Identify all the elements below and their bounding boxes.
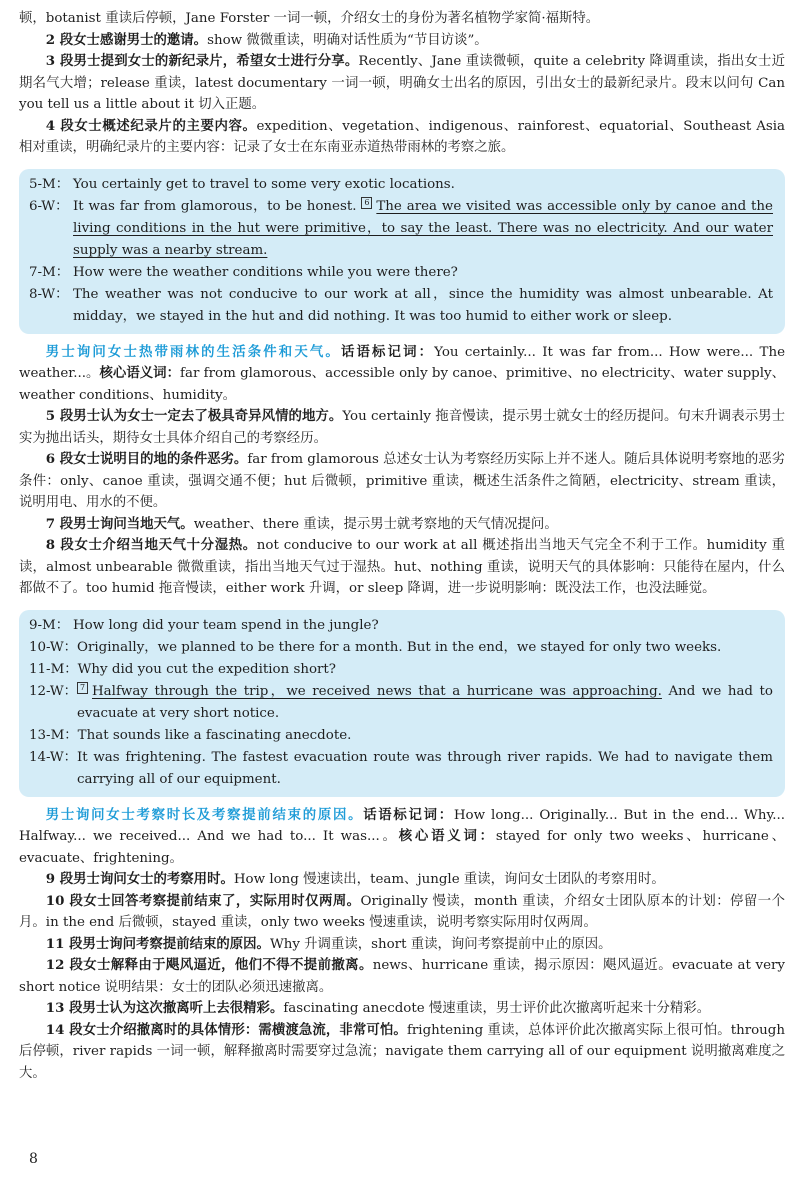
line-text: Why did you cut the expedition short? bbox=[77, 661, 336, 677]
dialogue-text bbox=[73, 262, 773, 284]
dialogue-text bbox=[77, 747, 773, 791]
note-lead: 11 段男士询问考察提前结束的原因。 bbox=[45, 935, 270, 952]
answer-underline: Halfway through the trip，we received news that a hurricane was approaching. bbox=[92, 683, 662, 699]
note-text: Recently、Jane 重读微顿，quite a celebrity 降调重读，指出女士近期名气大增；release 重读，latest documentary 一词一顿，明确女士出名的原因，引出女士的最新纪录片。段末以问句 Can you tell us a little about it 切入正题。 bbox=[19, 54, 785, 112]
note-paragraph bbox=[19, 869, 785, 891]
dialogue-line bbox=[29, 284, 773, 328]
line-text: You certainly get to travel to some very exotic locations. bbox=[73, 176, 455, 192]
note-lead: 3 段男士提到女士的新纪录片，希望女士进行分享。 bbox=[45, 53, 359, 69]
dialogue-line bbox=[29, 681, 773, 725]
note-text: 顿，botanist 重读后停顿，Jane Forster 一词一顿，介绍女士的身份为著名植物学家简·福斯特。 bbox=[19, 11, 600, 26]
line-text: How were the weather conditions while you were there? bbox=[73, 264, 458, 280]
note-paragraph bbox=[19, 535, 785, 600]
dialogue-line bbox=[29, 615, 773, 637]
note-lead: 2 段女士感谢男士的邀请。 bbox=[45, 31, 208, 48]
dialogue-line bbox=[29, 174, 773, 196]
dialogue-text bbox=[78, 659, 773, 681]
note-paragraph bbox=[19, 514, 785, 536]
core-label: 核心语义词： bbox=[99, 365, 181, 381]
note-text: far from glamorous 总述女士认为考察经历实际上并不迷人。随后具体说明考察地的恶劣条件：only、canoe 重读，强调交通不便；hut 后微顿，primitive 重读，概述生活条件之简陋，electricity、stream 重读，说明用电、用水的不便。 bbox=[19, 452, 785, 510]
note-paragraph bbox=[19, 116, 785, 159]
note-text: frightening 重读，总体评价此次撤离实际上很可怕。through 后停顿，river rapids 一词一顿，解释撤离时需要穿过急流；navigate them carrying all of our equipment 说明撤离难度之大。 bbox=[19, 1022, 785, 1081]
note-text: You certainly 拖音慢读，提示男士就女士的经历提问。句末升调表示男士实为抛出话头，期待女士具体介绍自己的考察经历。 bbox=[19, 409, 785, 446]
note-text: not conducive to our work at all 概述指出当地天气完全不利于工作。humidity 重读，almost unbearable 微微重读，指出当地天气过于湿热。hut、nothing 重读，说明天气的具体影响：只能待在屋内，什么都做不了。too humid 拖音慢读，either work 升调，or sleep 降调，进一步说明影响：既没法工作，也没法睡觉。 bbox=[19, 538, 785, 596]
speaker-label: 10-W： bbox=[29, 639, 77, 655]
speaker-label: 13-M： bbox=[29, 727, 78, 743]
speaker-label: 12-W： bbox=[29, 683, 77, 699]
speaker-label: 11-M： bbox=[29, 661, 78, 677]
note-paragraph bbox=[19, 406, 785, 449]
note-lead: 9 段男士询问女士的考察用时。 bbox=[45, 871, 234, 887]
note-lead: 10 段女士回答考察提前结束了，实际用时仅两周。 bbox=[45, 892, 361, 909]
marker-label: 话语标记词： bbox=[363, 806, 454, 823]
intro-notes bbox=[19, 8, 785, 159]
marker-label: 话语标记词： bbox=[340, 343, 435, 360]
note-paragraph bbox=[19, 998, 785, 1020]
answer-underline: The area we visited was accessible only by canoe and the living conditions in the hut were primitive，to say the least. There was no electricity. And our water supply was a nearby stream. bbox=[73, 198, 773, 258]
dialogue-text bbox=[73, 196, 773, 262]
page-number: 8 bbox=[29, 1151, 38, 1167]
line-text: And we had to evacuate at very short notice. bbox=[77, 683, 773, 721]
note-text: news、hurricane 重读，揭示原因：飓风逼近。evacuate at very short notice 说明结果：女士的团队必须迅速撤离。 bbox=[19, 958, 785, 995]
dialogue-line bbox=[29, 725, 773, 747]
line-text: Originally，we planned to be there for a month. But in the end，we stayed for only two weeks. bbox=[77, 639, 722, 655]
speaker-label: 9-M： bbox=[29, 617, 70, 633]
note-lead: 7 段男士询问当地天气。 bbox=[45, 515, 194, 532]
dialogue-text bbox=[77, 637, 773, 659]
dialogue-text bbox=[73, 284, 773, 328]
line-text: The weather was not conducive to our work at all，since the humidity was almost unbearable. At midday，we stayed in the hut and did nothing. It was too humid to either work or sleep. bbox=[73, 286, 773, 324]
summary-2 bbox=[19, 805, 785, 870]
dialogue-box-2 bbox=[19, 610, 785, 797]
dialogue-box-1 bbox=[19, 169, 785, 334]
core-label: 核心语义词： bbox=[398, 828, 496, 844]
dialogue-line bbox=[29, 747, 773, 791]
speaker-label: 8-W： bbox=[29, 286, 69, 302]
note-text: expedition、vegetation、indigenous、rainforest、equatorial、Southeast Asia 相对重读，明确纪录片的主要内容：记录了女士在东南亚赤道热带雨林的考察之旅。 bbox=[19, 118, 785, 155]
note-text: fascinating anecdote 慢速重读，男士评价此次撤离听起来十分精彩。 bbox=[283, 1001, 711, 1016]
dialogue-line bbox=[29, 262, 773, 284]
note-paragraph bbox=[19, 8, 785, 30]
note-lead: 6 段女士说明目的地的条件恶劣。 bbox=[45, 451, 248, 467]
core-words: far from glamorous、accessible only by canoe、primitive、no electricity、water supply、weather conditions、humidity。 bbox=[19, 366, 785, 403]
dialogue-text bbox=[73, 174, 773, 196]
speaker-label: 7-M： bbox=[29, 264, 70, 280]
note-paragraph bbox=[19, 955, 785, 998]
core-words: stayed for only two weeks、hurricane、evacuate、frightening。 bbox=[19, 829, 785, 866]
notes-1 bbox=[19, 406, 785, 600]
speaker-label: 14-W： bbox=[29, 749, 77, 765]
question-number-icon: 6 bbox=[361, 197, 372, 209]
line-text: That sounds like a fascinating anecdote. bbox=[77, 727, 352, 743]
note-text: weather、there 重读，提示男士就考察地的天气情况提问。 bbox=[193, 516, 558, 532]
marker-words: How long... Originally... But in the end... Why... Halfway... we received... And we had to... It was...。 bbox=[19, 807, 786, 844]
marker-words: You certainly... It was far from... How were... The weather...。 bbox=[19, 344, 786, 381]
note-paragraph bbox=[19, 51, 785, 116]
note-text: show 微微重读，明确对话性质为“节目访谈”。 bbox=[207, 32, 488, 48]
summary-1 bbox=[19, 342, 785, 407]
note-text: Why 升调重读，short 重读，询问考察提前中止的原因。 bbox=[269, 936, 612, 952]
page bbox=[19, 8, 785, 1084]
dialogue-line bbox=[29, 196, 773, 262]
note-paragraph bbox=[19, 30, 785, 52]
note-lead: 14 段女士介绍撤离时的具体情形：需横渡急流，非常可怕。 bbox=[45, 1021, 407, 1038]
dialogue-text bbox=[73, 615, 773, 637]
speaker-label: 6-W： bbox=[29, 198, 69, 214]
dialogue-line bbox=[29, 637, 773, 659]
note-lead: 5 段男士认为女士一定去了极具奇异风情的地方。 bbox=[45, 408, 343, 424]
dialogue-text bbox=[78, 725, 773, 747]
note-lead: 4 段女士概述纪录片的主要内容。 bbox=[45, 117, 257, 134]
line-text: How long did your team spend in the jungle? bbox=[73, 617, 379, 633]
note-lead: 13 段男士认为这次撤离听上去很精彩。 bbox=[45, 1000, 284, 1016]
note-paragraph bbox=[19, 449, 785, 514]
note-lead: 12 段女士解释由于飓风逼近，他们不得不提前撤离。 bbox=[45, 957, 373, 973]
summary-heading: 男士询问女士考察时长及考察提前结束的原因。 bbox=[45, 806, 364, 823]
note-text: How long 慢速读出，team、jungle 重读，询问女士团队的考察用时。 bbox=[233, 872, 665, 887]
note-paragraph bbox=[19, 934, 785, 956]
line-text: It was frightening. The fastest evacuation route was through river rapids. We had to navigate them carrying all of our equipment. bbox=[77, 749, 773, 787]
speaker-label: 5-M： bbox=[29, 176, 70, 192]
summary-heading: 男士询问女士热带雨林的生活条件和天气。 bbox=[45, 343, 341, 360]
note-paragraph bbox=[19, 1020, 785, 1085]
dialogue-line bbox=[29, 659, 773, 681]
note-lead: 8 段女士介绍当地天气十分湿热。 bbox=[45, 537, 257, 553]
text-before: It was far from glamorous，to be honest. bbox=[73, 198, 357, 214]
note-text: Originally 慢读，month 重读，介绍女士团队原本的计划：停留一个月。in the end 后微顿，stayed 重读，only two weeks 慢速重读，说明考察实际用时仅两周。 bbox=[19, 893, 786, 930]
notes-2 bbox=[19, 869, 785, 1084]
dialogue-text bbox=[77, 681, 773, 725]
question-number-icon: 7 bbox=[77, 682, 88, 694]
note-paragraph bbox=[19, 891, 785, 934]
